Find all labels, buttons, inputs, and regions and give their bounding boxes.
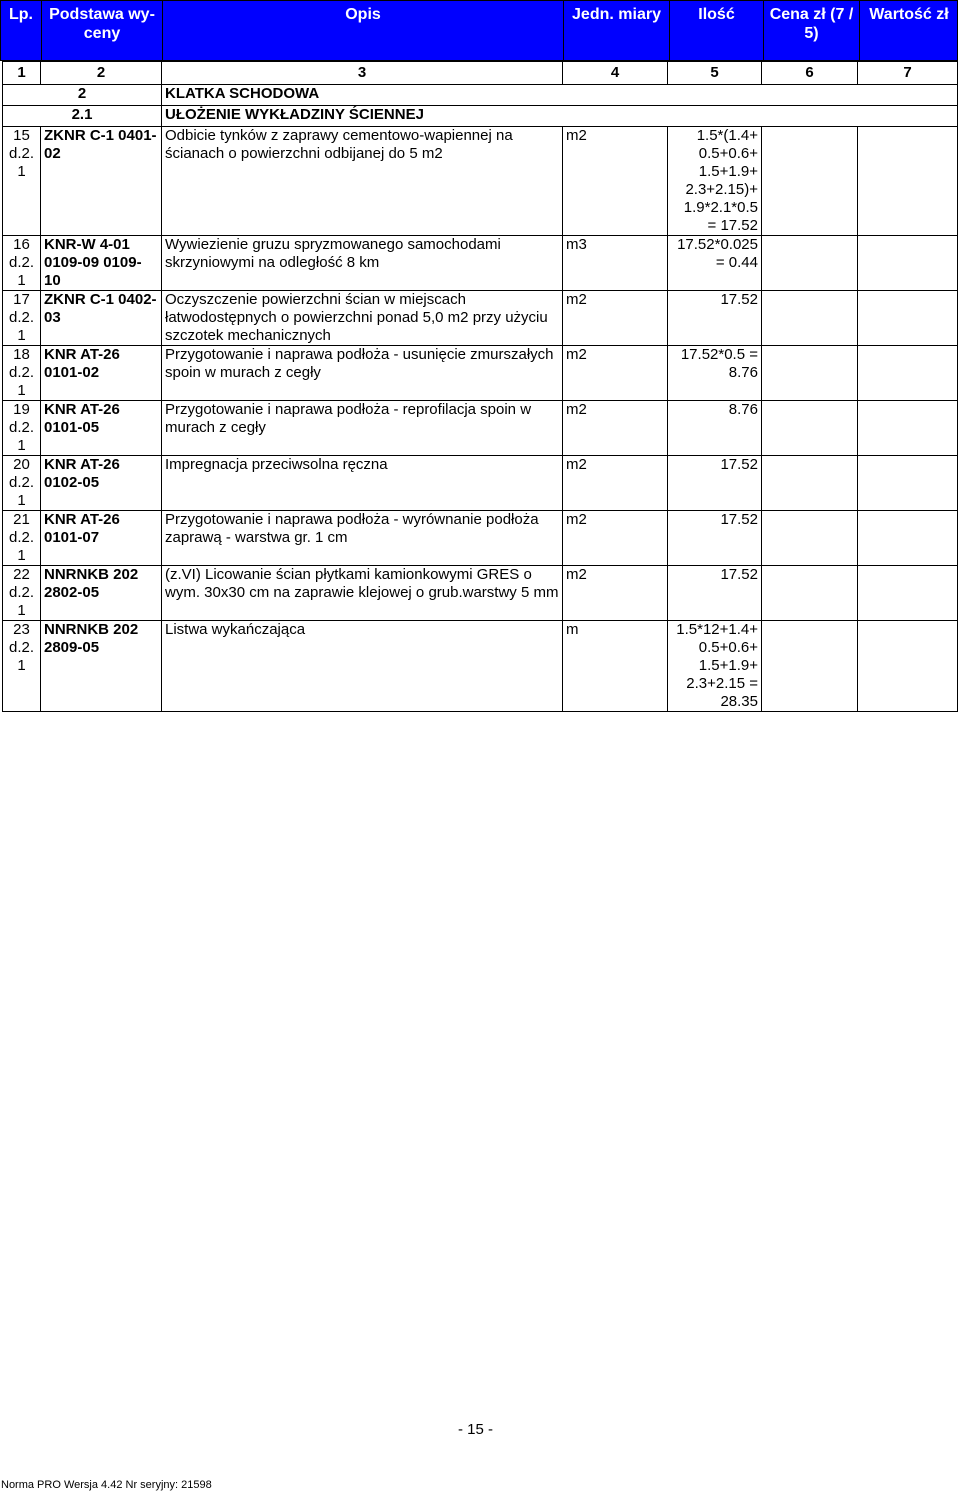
row-code: KNR AT-26 0101-02	[41, 346, 162, 401]
row-code: ZKNR C-1 0402-03	[41, 291, 162, 346]
table-row	[3, 291, 958, 346]
col-number: 6	[762, 62, 858, 85]
row-wartosc	[858, 401, 958, 456]
row-lp: 22 d.2. 1	[3, 566, 41, 621]
row-code: KNR AT-26 0101-07	[41, 511, 162, 566]
row-cena	[762, 511, 858, 566]
row-lp: 19 d.2. 1	[3, 401, 41, 456]
row-opis: Listwa wykańczająca	[162, 621, 563, 712]
row-wartosc	[858, 236, 958, 291]
row-jm: m2	[563, 346, 668, 401]
table-header	[0, 0, 958, 61]
row-lp: 21 d.2. 1	[3, 511, 41, 566]
row-lp: 16 d.2. 1	[3, 236, 41, 291]
header-wartosc: Wartość zł	[869, 6, 949, 23]
table-row	[3, 511, 958, 566]
row-cena	[762, 401, 858, 456]
table-row	[3, 127, 958, 236]
row-code: KNR AT-26 0102-05	[41, 456, 162, 511]
row-opis: Przygotowanie i naprawa podłoża - wyrównanie podłoża zaprawą - warstwa gr. 1 cm	[162, 511, 563, 566]
header-lp: Lp.	[9, 6, 33, 23]
row-ilosc: 17.52*0.025 = 0.44	[668, 236, 762, 291]
row-lp: 18 d.2. 1	[3, 346, 41, 401]
section-lp: 2	[3, 85, 162, 106]
row-wartosc	[858, 456, 958, 511]
row-jm: m3	[563, 236, 668, 291]
row-ilosc: 1.5*12+1.4+ 0.5+0.6+ 1.5+1.9+ 2.3+2.15 = 28.35	[668, 621, 762, 712]
subsection-row	[3, 106, 958, 127]
table-row	[3, 346, 958, 401]
header-opis: Opis	[345, 6, 381, 23]
software-footer: Norma PRO Wersja 4.42 Nr seryjny: 21598	[1, 1479, 212, 1491]
table-row	[3, 236, 958, 291]
row-wartosc	[858, 511, 958, 566]
row-jm: m2	[563, 456, 668, 511]
row-opis: Przygotowanie i naprawa podłoża - usunięcie zmurszałych spoin w murach z cegły	[162, 346, 563, 401]
row-wartosc	[858, 291, 958, 346]
row-ilosc: 17.52	[668, 511, 762, 566]
row-opis: Oczyszczenie powierzchni ścian w miejscach łatwodostępnych o powierzchni ponad 5,0 m2 przy użyciu szczotek mechanicznych	[162, 291, 563, 346]
row-lp: 15 d.2. 1	[3, 127, 41, 236]
header-cena: Cena zł (7 / 5)	[769, 6, 854, 42]
row-cena	[762, 127, 858, 236]
row-lp: 23 d.2. 1	[3, 621, 41, 712]
col-number: 3	[162, 62, 563, 85]
page-number: - 15 -	[458, 1421, 494, 1438]
row-wartosc	[858, 566, 958, 621]
row-lp: 20 d.2. 1	[3, 456, 41, 511]
row-cena	[762, 291, 858, 346]
row-ilosc: 17.52	[668, 566, 762, 621]
row-ilosc: 1.5*(1.4+ 0.5+0.6+ 1.5+1.9+ 2.3+2.15)+ 1.9*2.1*0.5 = 17.52	[668, 127, 762, 236]
row-cena	[762, 456, 858, 511]
row-jm: m	[563, 621, 668, 712]
header-jedn: Jedn. miary	[572, 6, 661, 23]
col-number: 2	[41, 62, 162, 85]
subsection-lp: 2.1	[3, 106, 162, 127]
row-code: KNR-W 4-01 0109-09 0109-10	[41, 236, 162, 291]
row-opis: Wywiezienie gruzu spryzmowanego samochodami skrzyniowymi na odległość 8 km	[162, 236, 563, 291]
section-title: KLATKA SCHODOWA	[162, 85, 958, 106]
col-number: 5	[668, 62, 762, 85]
row-wartosc	[858, 621, 958, 712]
row-opis: Przygotowanie i naprawa podłoża - reprofilacja spoin w murach z cegły	[162, 401, 563, 456]
row-cena	[762, 236, 858, 291]
row-jm: m2	[563, 511, 668, 566]
row-opis: Impregnacja przeciwsolna ręczna	[162, 456, 563, 511]
row-opis: Odbicie tynków z zaprawy cementowo-wapiennej na ścianach o powierzchni odbijanej do 5 m2	[162, 127, 563, 236]
row-cena	[762, 566, 858, 621]
row-ilosc: 17.52*0.5 = 8.76	[668, 346, 762, 401]
row-cena	[762, 621, 858, 712]
table-row	[3, 401, 958, 456]
row-ilosc: 8.76	[668, 401, 762, 456]
row-wartosc	[858, 127, 958, 236]
table-row	[3, 456, 958, 511]
row-lp: 17 d.2. 1	[3, 291, 41, 346]
row-code: ZKNR C-1 0401-02	[41, 127, 162, 236]
subsection-title: UŁOŻENIE WYKŁADZINY ŚCIENNEJ	[162, 106, 958, 127]
col-number: 1	[3, 62, 41, 85]
row-code: NNRNKB 202 2802-05	[41, 566, 162, 621]
table-row	[3, 621, 958, 712]
row-jm: m2	[563, 566, 668, 621]
row-code: NNRNKB 202 2809-05	[41, 621, 162, 712]
row-opis: (z.VI) Licowanie ścian płytkami kamionkowymi GRES o wym. 30x30 cm na zaprawie klejowej o grub.warstwy 5 mm	[162, 566, 563, 621]
row-cena	[762, 346, 858, 401]
row-code: KNR AT-26 0101-05	[41, 401, 162, 456]
header-ilosc: Ilość	[698, 6, 735, 23]
cost-table	[2, 61, 958, 712]
col-number: 4	[563, 62, 668, 85]
row-jm: m2	[563, 127, 668, 236]
table-row	[3, 566, 958, 621]
col-number: 7	[858, 62, 958, 85]
section-row	[3, 85, 958, 106]
row-ilosc: 17.52	[668, 291, 762, 346]
column-number-row	[3, 62, 958, 85]
header-podstawa: Podstawa wy-ceny	[49, 6, 155, 42]
row-jm: m2	[563, 401, 668, 456]
row-wartosc	[858, 346, 958, 401]
row-ilosc: 17.52	[668, 456, 762, 511]
row-jm: m2	[563, 291, 668, 346]
